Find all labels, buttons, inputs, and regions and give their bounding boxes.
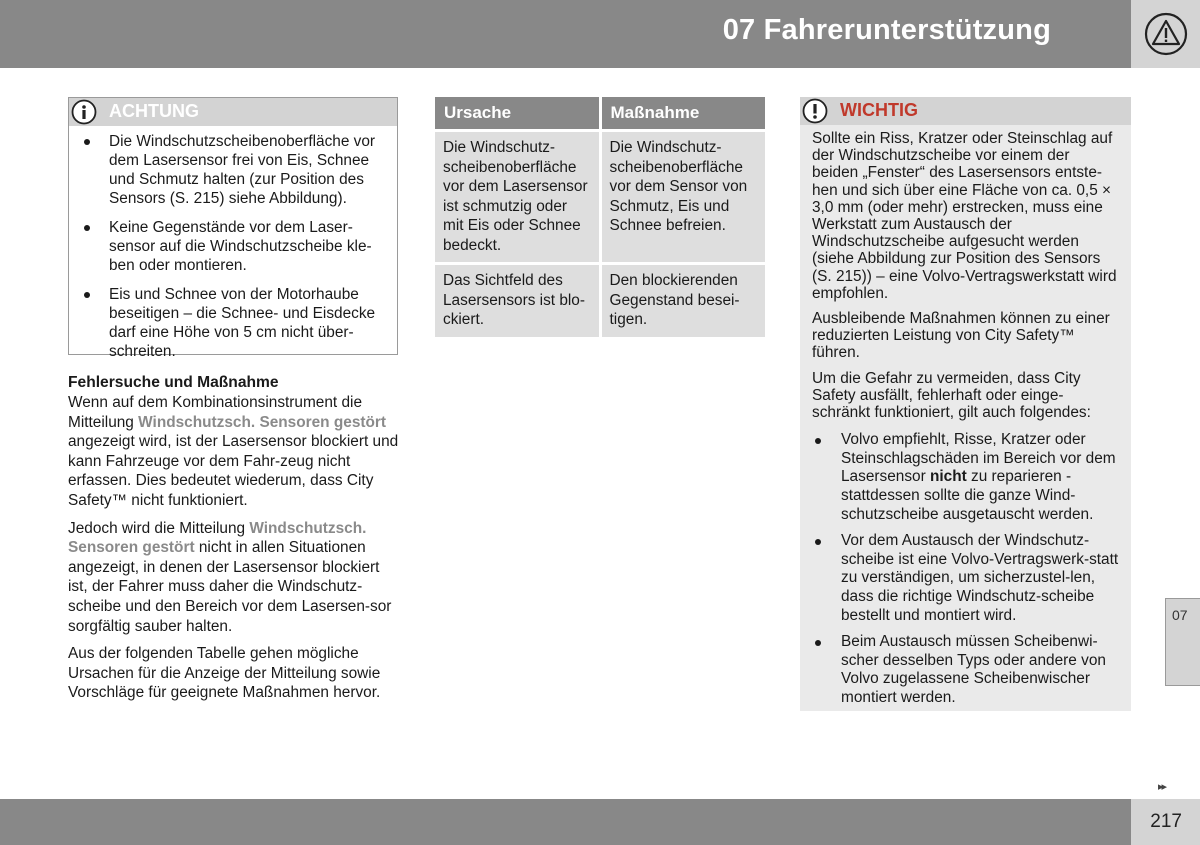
warning-triangle-icon — [1144, 12, 1188, 56]
list-item: Die Windschutzscheibenoberfläche vor dem Lasersensor frei von Eis, Schnee und Schmutz halten (zur Position des Sensors (S. 215) siehe Abbildung). — [109, 132, 387, 208]
list-item: Vor dem Austausch der Windschutz-scheibe ist eine Volvo-Vertragswerk-statt zu verständigen, um sicherzustel-len, dass die richtige Windschutz-scheibe bestellt und montiert wird. — [841, 532, 1119, 624]
page-footer — [0, 799, 1131, 845]
header-icon-box — [1131, 0, 1200, 68]
list-item: Eis und Schnee von der Motorhaube beseitigen – die Schnee- und Eisdecke darf eine Höhe von 5 cm nicht über-schreiten. — [109, 285, 387, 361]
paragraph-text: nicht in allen Situationen angezeigt, in denen der Lasersensor blockiert ist, der Fahrer muss daher die Windschutz-scheibe und den Bereich vor dem Lasersen-sor sorgfältig sauber halten. — [68, 539, 392, 635]
troubleshooting-section — [68, 373, 400, 711]
table-cell: Die Windschutz-scheibenoberfläche vor dem Sensor von Schmutz, Eis und Schnee befreien. — [600, 131, 765, 264]
wichtig-label: WICHTIG — [840, 100, 918, 120]
display-message: Windschutzsch. Sensoren gestört — [138, 413, 387, 431]
list-item: Keine Gegenstände vor dem Laser-sensor auf die Windschutzscheibe kle-ben oder montieren. — [109, 218, 387, 275]
table-cell: Die Windschutz-scheibenoberfläche vor dem Lasersensor ist schmutzig oder mit Eis oder Schnee bedeckt. — [435, 131, 600, 264]
chapter-side-tab[interactable] — [1165, 598, 1200, 686]
paragraph-text: Wenn auf dem Kombinationsinstrument die Mitteilung — [68, 394, 363, 431]
wichtig-box — [800, 97, 1131, 711]
wichtig-body — [800, 125, 1131, 708]
section-heading: Fehlersuche und Maßnahme — [68, 374, 279, 391]
achtung-box — [68, 97, 398, 360]
list-item-text: Volvo empfiehlt, Risse, Kratzer oder Steinschlagschäden im Bereich vor dem Lasersensor — [841, 431, 1116, 486]
column-header: Ursache — [435, 97, 600, 131]
column-header: Maßnahme — [600, 97, 765, 131]
table-cell: Den blockierenden Gegenstand besei-tigen. — [600, 264, 765, 339]
achtung-label: ACHTUNG — [109, 101, 199, 121]
list-item-text: zu reparieren - stattdessen sollte die ganze Wind-schutzscheibe ausgetauscht werden. — [841, 468, 1094, 523]
paragraph: Aus der folgenden Tabelle gehen mögliche Ursachen für die Anzeige der Mitteilung sowie Vorschläge für geeignete Maßnahmen hervor. — [68, 645, 381, 702]
next-page-arrows: ▸▸ — [1158, 781, 1166, 793]
list-item — [841, 431, 1119, 524]
paragraph-text: angezeigt wird, ist der Lasersensor blockiert und kann Fahrzeuge vor dem Fahr-zeug nicht erfassen. Dies bedeutet wiederum, dass City Safety™ nicht funktioniert. — [68, 433, 399, 509]
wichtig-header — [800, 97, 1131, 125]
table-row — [435, 264, 765, 339]
info-circle-icon — [71, 99, 97, 125]
chapter-title: 07 Fahrerunterstützung — [722, 14, 1051, 46]
paragraph-text: Jedoch wird die Mitteilung — [68, 519, 250, 537]
cause-action-table — [435, 97, 765, 340]
paragraph: Ausbleibende Maßnahmen können zu einer reduzierten Leistung von City Safety™ führen. — [812, 310, 1110, 362]
paragraph — [68, 519, 400, 637]
paragraph: Sollte ein Riss, Kratzer oder Steinschlag auf der Windschutzscheibe vor einem der beiden „Fenster“ des Lasersensors entste-hen und sich über eine Fläche von ca. 0,5 × 3,0 mm (oder mehr) erstrecken, muss eine Werkstatt zum Austausch der Windschutzscheibe aufgesucht werden (siehe Abbildung zur Position des Sensors (S. 215)) – eine Volvo-Vertragswerkstatt wird empfohlen. — [812, 130, 1117, 302]
achtung-header — [69, 98, 397, 126]
list-item: Beim Austausch müssen Scheibenwi-scher desselben Typs oder andere von Volvo zugelassene Scheibenwischer montiert werden. — [841, 633, 1119, 707]
chapter-tab-label: 07 — [1172, 607, 1188, 623]
paragraph: Um die Gefahr zu vermeiden, dass City Safety ausfällt, fehlerhaft oder einge-schränkt funktioniert, gilt auch folgendes: — [812, 369, 1091, 422]
paragraph — [68, 393, 400, 511]
exclamation-circle-icon — [802, 98, 828, 124]
page-header — [0, 0, 1131, 68]
table-header-row — [435, 97, 765, 131]
table-cell: Das Sichtfeld des Lasersensors ist blo-ckiert. — [435, 264, 600, 339]
display-message: Windschutzsch. Sensoren gestört — [68, 519, 367, 557]
table-row — [435, 131, 765, 264]
page-number-box — [1131, 799, 1200, 845]
page-number: 217 — [1150, 811, 1182, 832]
achtung-list — [69, 126, 397, 361]
wichtig-list — [812, 429, 1119, 707]
emphasis-text: nicht — [929, 468, 967, 486]
